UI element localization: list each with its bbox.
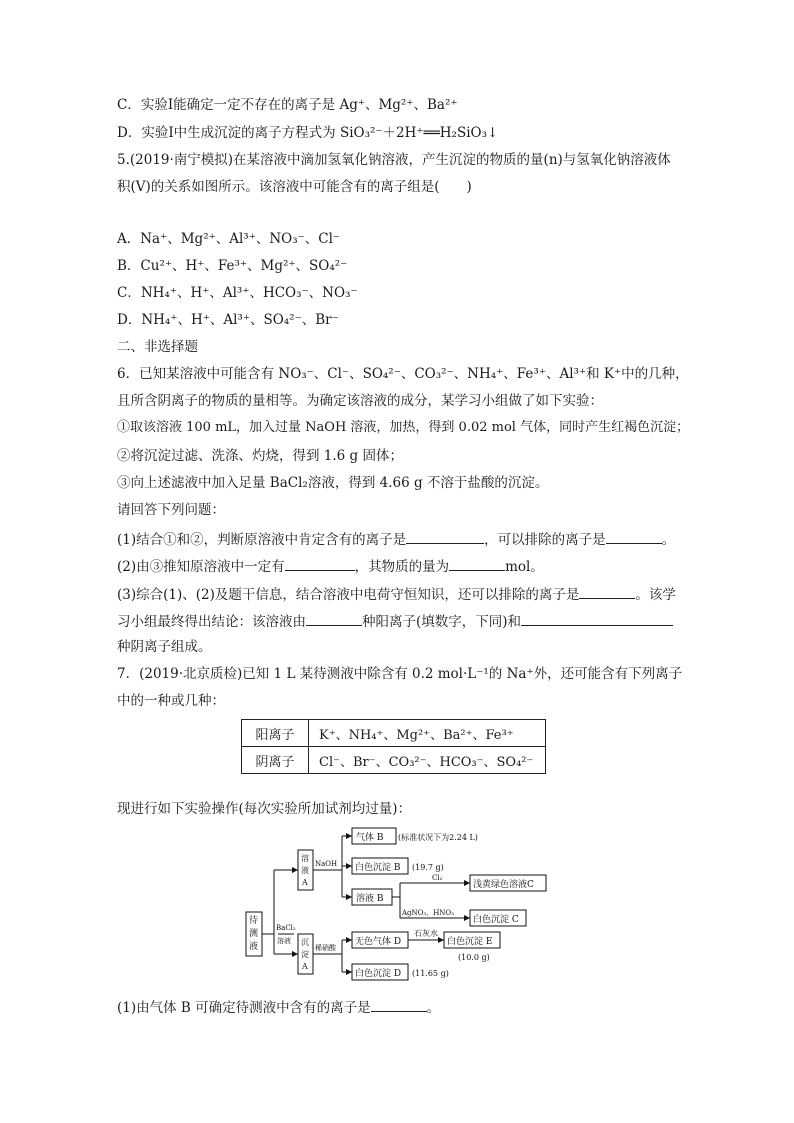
precipitate-a-char-2: 淀 — [301, 950, 309, 959]
cation-label: 阳离子 — [242, 720, 309, 747]
solution-a-char-2: 液 — [301, 866, 309, 875]
naoh-label: NaOH — [315, 860, 338, 868]
white-d-label: 白色沉淀 D — [355, 969, 402, 979]
q7-sub1 — [117, 997, 440, 1017]
q7-operations: 现进行如下实验操作(每次实验所加试剂均过量)： — [117, 801, 412, 817]
sol-b-label: 溶液 B — [356, 894, 384, 904]
q6-sub3-line1 — [117, 584, 676, 604]
gas-b-note: (标准状况下为2.24 L) — [398, 833, 478, 842]
colorless-d-label: 无色气体 D — [355, 937, 402, 947]
q6-sub1-text-b: ，可以排除的离子是 — [484, 532, 606, 548]
q6-sub3-text-c: 习小组最终得出结论：该溶液由 — [117, 614, 306, 630]
q6-sub2-text-a: (2)由③推知原溶液中一定有 — [117, 559, 285, 575]
dilute-hno3-label: 稀硝酸 — [315, 944, 336, 952]
reagent-bacl2-solution: 溶液 — [277, 937, 291, 945]
q6-stem-line1: 6．已知某溶液中可能含有 NO₃⁻、Cl⁻、SO₄²⁻、CO₃²⁻、NH₄⁺、Fe³⁺、Al³⁺和 K⁺中的几种， — [117, 366, 689, 382]
q6-sub2-text-b: ，其物质的量为 — [354, 559, 450, 575]
q7-stem-line1: 7．(2019·北京质检)已知 1 L 某待测液中除含有 0.2 mol·L⁻¹的 Na⁺外，还可能含有下列离子 — [117, 666, 683, 682]
precipitate-a-char-3: A — [302, 962, 308, 971]
q6-sub3-text-d: 种阳离子(填数字，下同)和 — [362, 614, 522, 630]
q6-sub3-line3: 种阴离子组成。 — [117, 639, 212, 655]
precipitate-a-char-1: 沉 — [301, 938, 309, 947]
q5-option-d: D．NH₄⁺、H⁺、Al³⁺、SO₄²⁻、Br⁻ — [117, 312, 339, 328]
solution-a-char-3: A — [302, 878, 308, 887]
q6-sub3-blank-3[interactable] — [521, 611, 673, 626]
cation-values: K⁺、NH₄⁺、Mg²⁺、Ba²⁺、Fe³⁺ — [309, 720, 546, 747]
white-b-label: 白色沉淀 B — [355, 863, 401, 873]
white-e-mass: (10.0 g) — [458, 953, 490, 962]
white-c-label: 白色沉淀 C — [473, 915, 519, 925]
section-title: 二、非选择题 — [117, 339, 198, 355]
white-b-mass: (19.7 g) — [412, 863, 444, 872]
pale-green-label: 浅黄绿色溶液C — [473, 880, 534, 890]
ion-table — [241, 719, 546, 774]
start-char-3: 液 — [249, 942, 259, 952]
q7-sub1-text-a: (1)由气体 B 可确定待测液中含有的离子是 — [117, 1000, 371, 1016]
start-char-1: 待 — [249, 916, 259, 926]
q6-step2: ②将沉淀过滤、洗涤、灼烧，得到 1.6 g 固体； — [117, 448, 403, 464]
limewater-label: 石灰水 — [414, 929, 438, 938]
q7-sub1-text-b: 。 — [426, 1000, 441, 1016]
table-row — [242, 720, 546, 747]
q6-sub2 — [117, 556, 544, 576]
white-d-mass: (11.65 g) — [412, 969, 449, 978]
q5-option-c: C．NH₄⁺、H⁺、Al³⁺、HCO₃⁻、NO₃⁻ — [117, 285, 358, 301]
anion-label: 阴离子 — [242, 747, 309, 774]
agno3-label: AgNO₃、HNO₃ — [402, 909, 454, 917]
q5-stem-line1: 5.(2019·南宁模拟)在某溶液中滴加氢氧化钠溶液，产生沉淀的物质的量(n)与氢氧化钠溶液体 — [117, 152, 671, 168]
q6-sub1-blank-2[interactable] — [606, 529, 662, 544]
q6-sub3-text-a: (3)综合(1)、(2)及题干信息，结合溶液中电荷守恒知识，还可以排除的离子是 — [117, 587, 580, 603]
cl2-label: Cl₂ — [432, 874, 443, 882]
q6-sub1 — [117, 529, 675, 549]
gas-b-label: 气体 B — [356, 833, 384, 843]
q6-step3: ③向上述滤液中加入足量 BaCl₂溶液，得到 4.66 g 不溶于盐酸的沉淀。 — [117, 475, 549, 491]
q7-stem-line2: 中的一种或几种： — [117, 693, 225, 709]
q6-step1: ①取该溶液 100 mL，加入过量 NaOH 溶液，加热，得到 0.02 mol 气体，同时产生红褐色沉淀； — [117, 420, 690, 435]
anion-values: Cl⁻、Br⁻、CO₃²⁻、HCO₃⁻、SO₄²⁻ — [309, 747, 546, 774]
q6-sub1-text-a: (1)结合①和②，判断原溶液中肯定含有的离子是 — [117, 532, 407, 548]
solution-a-char-1: 溶 — [301, 854, 309, 863]
q4-option-c: C．实验Ⅰ能确定一定不存在的离子是 Ag⁺、Mg²⁺、Ba²⁺ — [117, 97, 458, 113]
q5-option-b: B．Cu²⁺、H⁺、Fe³⁺、Mg²⁺、SO₄²⁻ — [117, 258, 348, 274]
q6-sub1-text-c: 。 — [661, 532, 676, 548]
reagent-bacl2: BaCl₂ — [276, 924, 296, 932]
q6-sub2-text-c: mol。 — [505, 559, 544, 575]
q6-sub3-blank-1[interactable] — [579, 584, 635, 599]
q6-stem-line2: 且所含阴离子的物质的量相等。为确定该溶液的成分，某学习小组做了如下实验： — [117, 393, 603, 409]
q7-sub1-blank[interactable] — [371, 997, 427, 1012]
q6-sub3-line2 — [117, 611, 673, 631]
start-char-2: 测 — [249, 929, 259, 939]
q6-sub1-blank-1[interactable] — [406, 529, 484, 544]
table-row — [242, 747, 546, 774]
white-e-label: 白色沉淀 E — [447, 937, 493, 947]
flowchart — [240, 826, 560, 986]
q6-prompt: 请回答下列问题： — [117, 502, 225, 518]
q5-option-a: A．Na⁺、Mg²⁺、Al³⁺、NO₃⁻、Cl⁻ — [117, 231, 341, 247]
q6-sub3-text-b: 。该学 — [635, 587, 676, 603]
q4-option-d: D．实验Ⅰ中生成沉淀的离子方程式为 SiO₃²⁻＋2H⁺══H₂SiO₃↓ — [117, 125, 499, 141]
q6-sub2-blank-1[interactable] — [285, 556, 355, 571]
q5-stem-line2: 积(V)的关系如图所示。该溶液中可能含有的离子组是( ) — [117, 179, 472, 195]
q6-sub3-blank-2[interactable] — [306, 611, 362, 626]
q6-sub2-blank-2[interactable] — [449, 556, 505, 571]
